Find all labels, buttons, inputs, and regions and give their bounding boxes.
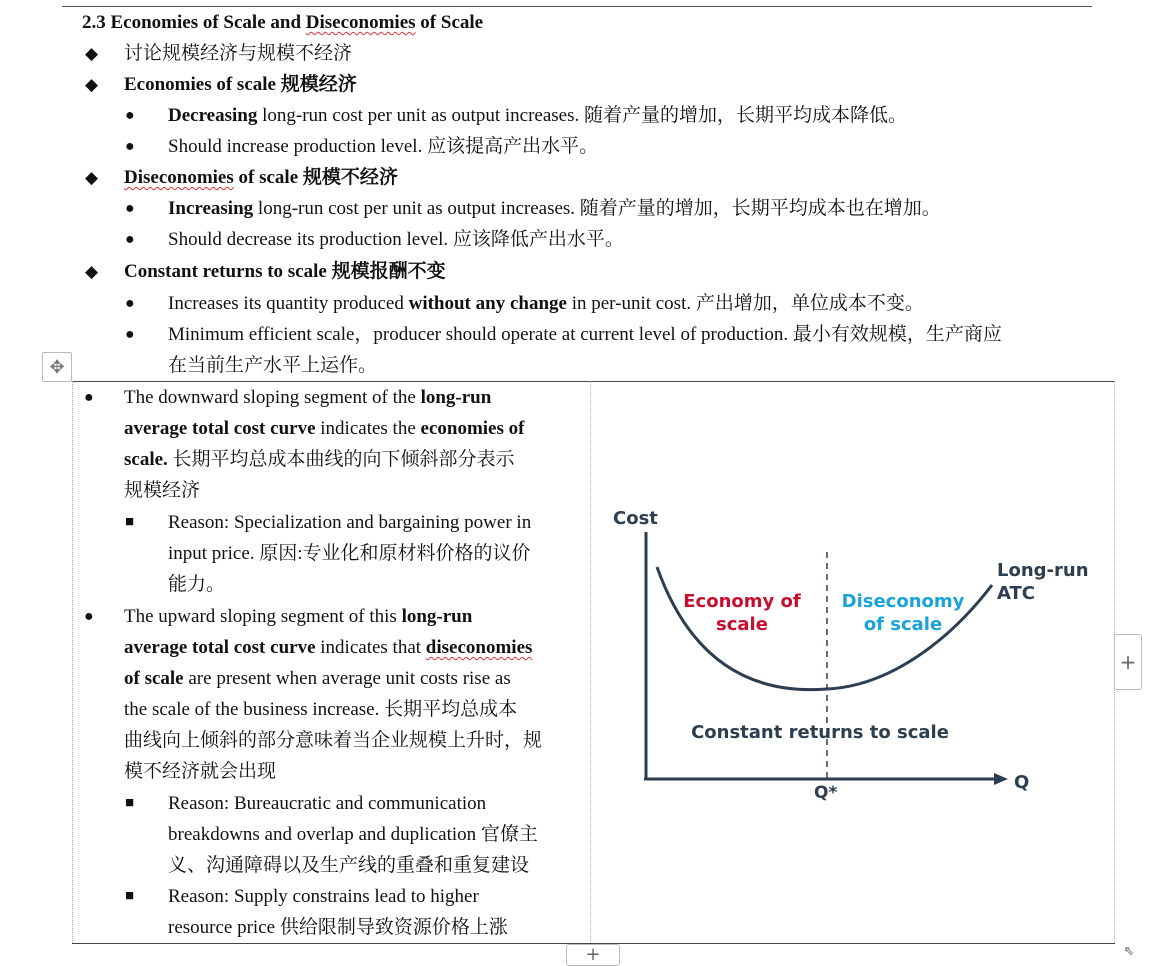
diseconomy-label-line1: Diseconomy [841, 591, 965, 612]
reason-line: input price. 原因:专业化和原材料价格的议价 [168, 543, 531, 564]
heading-text: of scale 规模不经济 [233, 167, 398, 188]
diamond-bullet-icon: ◆ [85, 168, 99, 187]
section-title-part: 2.3 Economies of Scale and [82, 12, 306, 33]
table-column-divider[interactable] [590, 381, 591, 943]
round-bullet-icon: ● [125, 200, 135, 217]
constant-item-1 [168, 288, 924, 319]
economy-label-line2: scale [716, 614, 768, 635]
text-run: 长期平均总成本曲线的向下倾斜部分表示 [167, 449, 515, 470]
reason-line: breakdowns and overlap and duplication 官僚主 [168, 824, 538, 845]
square-bullet-icon: ■ [125, 888, 135, 904]
diseconomies-heading [124, 162, 398, 193]
item-text: Increases its quantity produced [168, 293, 409, 314]
section-title-misspelled: Diseconomies [305, 12, 416, 33]
constant-item-2-line2: 在当前生产水平上运作。 [168, 355, 378, 376]
bold-term: without any change [408, 293, 567, 314]
text-run: The downward sloping segment of the [124, 387, 421, 408]
cell-line [124, 663, 511, 694]
diseconomies-item-2: Should decrease its production level. 应该降低产出水平。 [168, 229, 624, 250]
round-bullet-icon: ● [125, 107, 135, 124]
plus-icon: + [585, 944, 601, 965]
add-column-button[interactable] [1114, 634, 1142, 690]
curve-label-line1: Long-run [997, 560, 1089, 581]
reason-line: Reason: Supply constrains lead to higher [168, 886, 479, 907]
economies-item-2: Should increase production level. 应该提高产出水平。 [168, 136, 599, 157]
economies-heading: Economies of scale 规模经济 [124, 74, 357, 95]
resize-corner-icon: ⇖ [1123, 944, 1135, 959]
text-run: The upward sloping segment of this [124, 606, 402, 627]
plus-icon: + [1119, 650, 1137, 674]
move-arrows-icon: ✥ [49, 356, 65, 378]
constant-returns-label: Constant returns to scale [691, 722, 949, 743]
cell-line [124, 413, 524, 444]
reason-line: resource price 供给限制导致资源价格上涨 [168, 917, 508, 938]
lratc-diagram[interactable] [600, 500, 1100, 810]
item-text: long-run cost per unit as output increases. 随着产量的增加，长期平均成本降低。 [257, 105, 907, 126]
cell-line [124, 601, 472, 632]
reason-line: 能力。 [168, 574, 226, 595]
cell-line [124, 382, 491, 413]
bold-term: long-run [420, 387, 492, 408]
cell-line: the scale of the business increase. 长期平均总成本 [124, 699, 518, 720]
round-bullet-icon: ● [125, 295, 135, 312]
x-axis-arrow-icon [994, 773, 1008, 785]
diamond-bullet-icon: ◆ [85, 75, 99, 94]
constant-heading: Constant returns to scale 规模报酬不变 [124, 261, 446, 282]
table-border-left [72, 381, 73, 943]
bold-term: Decreasing [168, 105, 258, 126]
intro-text: 讨论规模经济与规模不经济 [124, 43, 353, 64]
diamond-bullet-icon: ◆ [85, 44, 99, 63]
reason-line: 义、沟通障碍以及生产线的重叠和重复建设 [168, 855, 530, 876]
x-axis-label: Q [1014, 772, 1030, 793]
bold-term: economies of [420, 418, 525, 439]
round-bullet-icon: ● [84, 608, 94, 625]
cell-line [124, 444, 515, 475]
bold-term: of scale [124, 668, 184, 689]
economies-item-1 [168, 100, 907, 131]
text-run: are present when average unit costs rise as [183, 668, 511, 689]
misspelled-term: Diseconomies [124, 167, 234, 188]
economy-label-line1: Economy of [683, 591, 801, 612]
bold-term: long-run [401, 606, 473, 627]
round-bullet-icon: ● [125, 231, 135, 248]
bold-term: average total cost curve [124, 637, 316, 658]
table-move-handle[interactable] [42, 352, 72, 382]
bold-term: Increasing [168, 198, 254, 219]
text-run: indicates that [315, 637, 426, 658]
round-bullet-icon: ● [84, 389, 94, 406]
misspelled-term: diseconomies [425, 637, 533, 658]
reason-line: Reason: Bureaucratic and communication [168, 793, 487, 814]
round-bullet-icon: ● [125, 326, 135, 343]
add-row-button[interactable] [566, 944, 620, 966]
square-bullet-icon: ■ [125, 795, 135, 811]
diamond-bullet-icon: ◆ [85, 262, 99, 281]
cell-line: 模不经济就会出现 [124, 761, 277, 782]
cell-line: 规模经济 [124, 480, 201, 501]
curve-label-line2: ATC [997, 583, 1036, 604]
bold-term: scale. [124, 449, 168, 470]
table-resize-handle[interactable] [1116, 944, 1142, 962]
bold-term: average total cost curve [124, 418, 316, 439]
diseconomy-label-line2: of scale [863, 614, 943, 635]
q-star-label: Q* [814, 783, 838, 803]
text-run: indicates the [315, 418, 421, 439]
square-bullet-icon: ■ [125, 514, 135, 530]
item-text: long-run cost per unit as output increases. 随着产量的增加，长期平均成本也在增加。 [253, 198, 941, 219]
item-text: in per-unit cost. 产出增加，单位成本不变。 [566, 293, 924, 314]
round-bullet-icon: ● [125, 138, 135, 155]
y-axis-label: Cost [613, 508, 658, 529]
reason-line: Reason: Specialization and bargaining power in [168, 512, 532, 533]
cell-line [124, 632, 532, 663]
section-title-part: of Scale [415, 12, 484, 33]
section-title [82, 7, 483, 38]
diseconomies-item-1 [168, 193, 941, 224]
constant-item-2-line1: Minimum efficient scale，producer should operate at current level of production. 最小有效规模，生产商应 [168, 324, 1002, 345]
cell-line: 曲线向上倾斜的部分意味着当企业规模上升时，规 [124, 730, 543, 751]
